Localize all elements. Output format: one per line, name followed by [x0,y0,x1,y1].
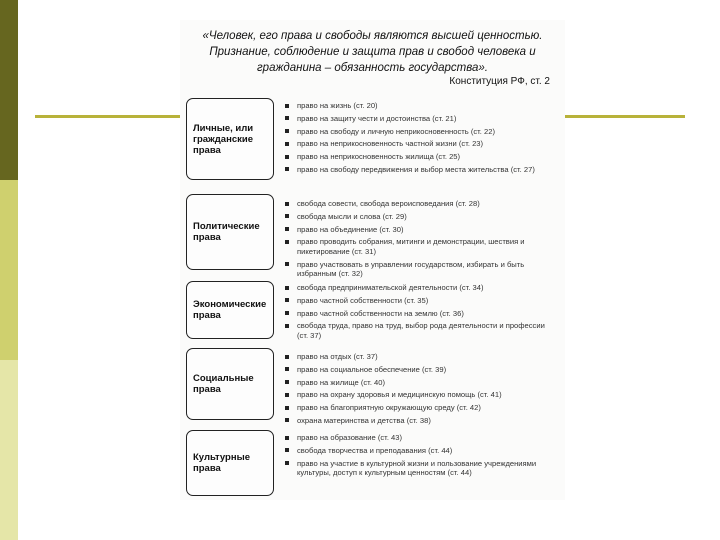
constitution-quote: «Человек, его права и свободы являются высшей ценностью. Признание, соблюдение и защита прав и свобод человека и гражданина – обязанность государства». [202,30,543,74]
side-band-bottom [0,360,18,540]
rights-list-social [285,352,555,429]
right-item: право частной собственности (ст. 35) [285,296,555,306]
right-item: право на неприкосновенность жилища (ст. 25) [285,152,555,162]
category-box-social [186,348,274,420]
right-item: право участвовать в управлении государством, избирать и быть избранным (ст. 32) [285,260,555,279]
right-item: право на неприкосновенность частной жизни (ст. 23) [285,139,555,149]
right-item: право частной собственности на землю (ст. 36) [285,309,555,319]
right-item: свобода предпринимательской деятельности (ст. 34) [285,283,555,293]
category-box-economic [186,281,274,339]
right-item: право на образование (ст. 43) [285,433,555,443]
right-item: свобода совести, свобода вероисповедания (ст. 28) [285,199,555,209]
rights-list-economic [285,283,555,344]
category-box-cultural [186,430,274,496]
right-item: свобода творчества и преподавания (ст. 44) [285,446,555,456]
right-item: право на жилище (ст. 40) [285,378,555,388]
category-box-personal [186,98,274,180]
rights-list-personal [285,101,555,178]
accent-line-right [565,115,685,118]
right-item: право на отдых (ст. 37) [285,352,555,362]
right-item: право на защиту чести и достоинства (ст. 21) [285,114,555,124]
right-item: право на охрану здоровья и медицинскую помощь (ст. 41) [285,390,555,400]
right-item: право на свободу и личную неприкосновенность (ст. 22) [285,127,555,137]
right-item: право на свободу передвижения и выбор места жительства (ст. 27) [285,165,555,175]
accent-line-left [35,115,180,118]
right-item: право на объединение (ст. 30) [285,225,555,235]
category-label: Социальные права [193,373,254,395]
side-band-middle [0,180,18,360]
category-box-political [186,194,274,270]
right-item: право на социальное обеспечение (ст. 39) [285,365,555,375]
category-label: Личные, или гражданские права [193,122,254,156]
quote-source: Конституция РФ, ст. 2 [449,76,550,87]
rights-list-cultural [285,433,555,481]
right-item: свобода труда, право на труд, выбор рода деятельности и профессии (ст. 37) [285,321,555,340]
right-item: право проводить собрания, митинги и демонстрации, шествия и пикетирование (ст. 31) [285,237,555,256]
category-label: Экономические права [193,299,267,321]
category-label: Политические права [193,221,260,243]
category-label: Культурные права [193,452,250,474]
rights-list-political [285,199,555,282]
right-item: право на благоприятную окружающую среду (ст. 42) [285,403,555,413]
right-item: охрана материнства и детства (ст. 38) [285,416,555,426]
side-band-top [0,0,18,180]
right-item: право на жизнь (ст. 20) [285,101,555,111]
right-item: свобода мысли и слова (ст. 29) [285,212,555,222]
right-item: право на участие в культурной жизни и пользование учреждениями культуры, доступ к культурным ценностям (ст. 44) [285,459,555,478]
